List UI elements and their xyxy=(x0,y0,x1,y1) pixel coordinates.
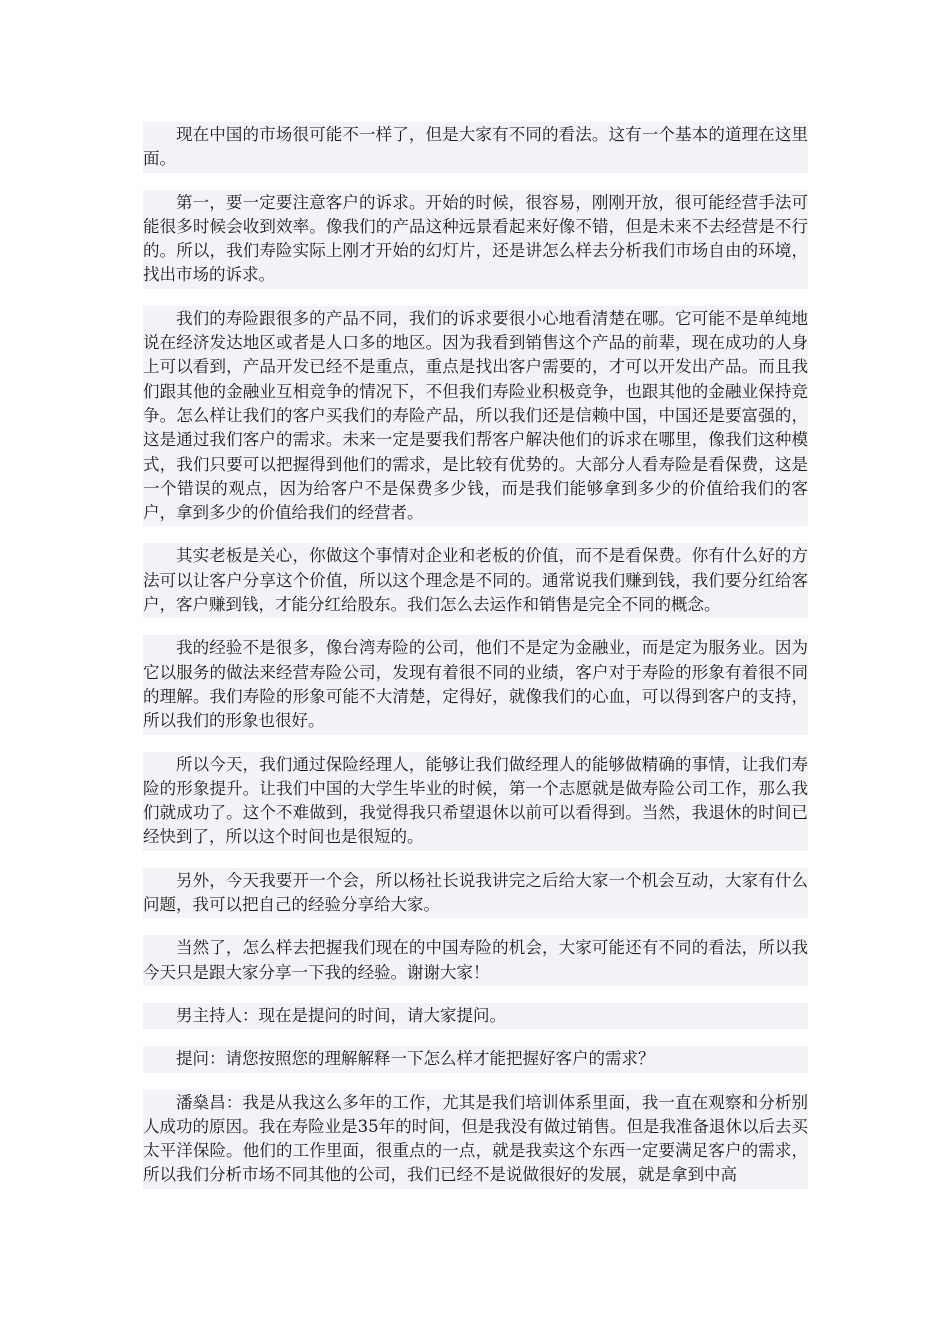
paragraph-intro: 现在中国的市场很可能不一样了，但是大家有不同的看法。这有一个基本的道理在这里面。 xyxy=(143,122,808,173)
paragraph-question: 提问：请您按照您的理解解释一下怎么样才能把握好客户的需求？ xyxy=(143,1046,808,1072)
paragraph-answer: 潘燊昌：我是从我这么多年的工作，尤其是我们培训体系里面，我一直在观察和分析别人成功的原因。我在寿险业是35年的时间，但是我没有做过销售。但是我准备退休以后去买太平洋保险。他们的工作里面，很重点的一点，就是我卖这个东西一定要满足客户的需求，所以我们分析市场不同其他的公司，我们已经不是说做很好的发展，就是拿到中高 xyxy=(143,1090,808,1189)
document-page xyxy=(143,122,808,1189)
paragraph-interaction: 另外，今天我要开一个会，所以杨社长说我讲完之后给大家一个机会互动，大家有什么问题，我可以把自己的经验分享给大家。 xyxy=(143,868,808,919)
paragraph-taiwan-experience: 我的经验不是很多，像台湾寿险的公司，他们不是定为金融业，而是定为服务业。因为它以服务的做法来经营寿险公司，发现有着很不同的业绩，客户对于寿险的形象有着很不同的理解。我们寿险的形象可能不大清楚，定得好，就像我们的心血，可以得到客户的支持，所以我们的形象也很好。 xyxy=(143,635,808,734)
paragraph-manager-image: 所以今天，我们通过保险经理人，能够让我们做经理人的能够做精确的事情，让我们寿险的形象提升。让我们中国的大学生毕业的时候，第一个志愿就是做寿险公司工作，那么我们就成功了。这个不难做到，我觉得我只希望退休以前可以看得到。当然，我退休的时间已经快到了，所以这个时间也是很短的。 xyxy=(143,752,808,851)
paragraph-host-prompt: 男主持人：现在是提问的时间，请大家提问。 xyxy=(143,1003,808,1029)
paragraph-boss-value: 其实老板是关心，你做这个事情对企业和老板的价值，而不是看保费。你有什么好的方法可以让客户分享这个价值，所以这个理念是不同的。通常说我们赚到钱，我们要分红给客户，客户赚到钱，才能分红给股东。我们怎么去运作和销售是完全不同的概念。 xyxy=(143,543,808,618)
paragraph-first-point: 第一，要一定要注意客户的诉求。开始的时候，很容易，刚刚开放，很可能经营手法可能很多时候会收到效率。像我们的产品这种远景看起来好像不错，但是未来不去经营是不行的。所以，我们寿险实际上刚才开始的幻灯片，还是讲怎么样去分析我们市场自由的环境，找出市场的诉求。 xyxy=(143,190,808,289)
paragraph-thanks: 当然了，怎么样去把握我们现在的中国寿险的机会，大家可能还有不同的看法，所以我今天只是跟大家分享一下我的经验。谢谢大家！ xyxy=(143,935,808,986)
paragraph-product-differences: 我们的寿险跟很多的产品不同，我们的诉求要很小心地看清楚在哪。它可能不是单纯地说在经济发达地区或者是人口多的地区。因为我看到销售这个产品的前辈，现在成功的人身上可以看到，产品开发已经不是重点，重点是找出客户需要的，才可以开发出产品。而且我们跟其他的金融业互相竞争的情况下，不但我们寿险业积极竞争，也跟其他的金融业保持竞争。怎么样让我们的客户买我们的寿险产品，所以我们还是信赖中国，中国还是要富强的，这是通过我们客户的需求。未来一定是要我们帮客户解决他们的诉求在哪里，像我们这种模式，我们只要可以把握得到他们的需求，是比较有优势的。大部分人看寿险是看保费，这是一个错误的观点，因为给客户不是保费多少钱，而是我们能够拿到多少的价值给我们的客户，拿到多少的价值给我们的经营者。 xyxy=(143,306,808,527)
